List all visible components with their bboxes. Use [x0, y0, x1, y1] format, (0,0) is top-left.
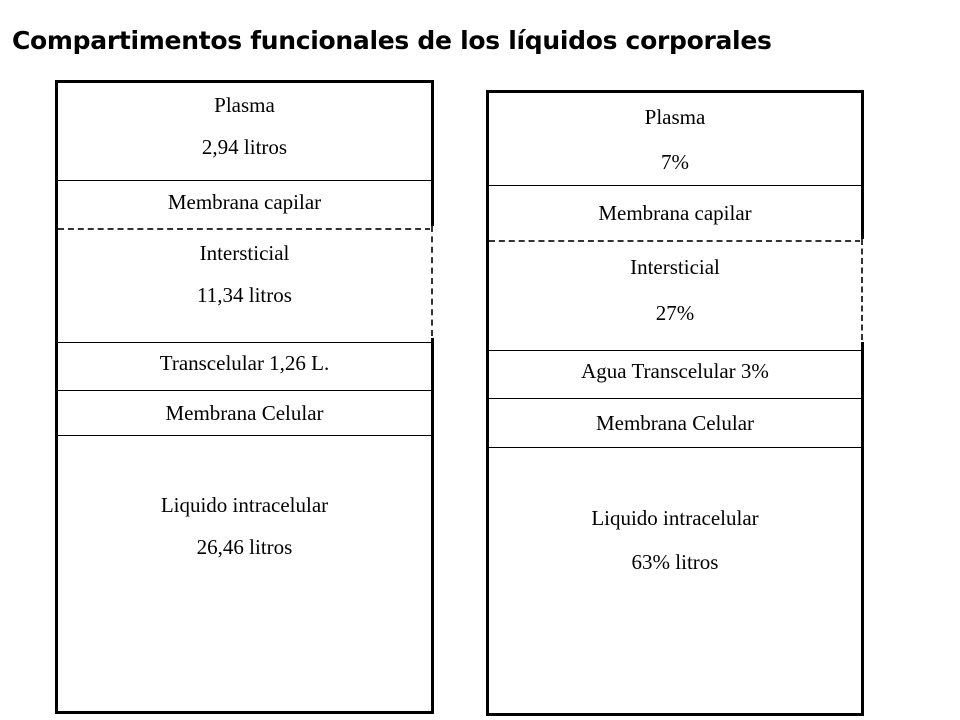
cell-membrane-divider — [58, 435, 431, 436]
membrana-capilar-cell — [58, 190, 431, 215]
intersticial-label: Intersticial — [630, 255, 720, 279]
plasma-cell — [58, 93, 431, 160]
percentage-compartments-column — [486, 90, 864, 716]
membrana-celular-cell — [58, 401, 431, 426]
transcelular-divider — [58, 390, 431, 391]
intersticial-value: 27% — [655, 301, 695, 325]
plasma-label: Plasma — [644, 105, 706, 129]
transcelular-cell — [58, 351, 431, 376]
intersticial-divider — [489, 350, 861, 351]
transcelular-divider — [489, 398, 861, 399]
intersticial-cell — [58, 241, 431, 308]
intracelular-label: Liquido intracelular — [591, 506, 759, 530]
membrana-celular-cell — [489, 411, 861, 436]
transcelular-label: Transcelular 1,26 L. — [159, 351, 330, 375]
membrana-capilar-label: Membrana capilar — [167, 190, 322, 214]
membrana-capilar-cell — [489, 201, 861, 226]
intracelular-cell — [58, 493, 431, 560]
left-interstitial-dashed-edge — [431, 226, 433, 336]
intracelular-label: Liquido intracelular — [160, 493, 329, 517]
plasma-value: 7% — [661, 150, 689, 174]
transcelular-label: Agua Transcelular 3% — [581, 359, 769, 383]
intersticial-divider — [58, 342, 431, 343]
capillary-membrane-dashed-line — [58, 228, 431, 230]
intracelular-value: 63% litros — [631, 550, 719, 574]
plasma-cell — [489, 105, 861, 175]
volume-compartments-column — [55, 80, 434, 714]
capillary-membrane-dashed-line — [489, 240, 861, 242]
right-interstitial-dashed-edge — [861, 239, 863, 340]
intersticial-label: Intersticial — [199, 241, 290, 265]
plasma-divider — [489, 185, 861, 186]
transcelular-cell — [489, 359, 861, 384]
page-title: Compartimentos funcionales de los líquidos corporales — [12, 26, 772, 55]
membrana-celular-label: Membrana Celular — [595, 411, 755, 435]
membrana-celular-label: Membrana Celular — [165, 401, 324, 425]
intracelular-cell — [489, 506, 861, 575]
plasma-divider — [58, 180, 431, 181]
intersticial-cell — [489, 255, 861, 326]
intersticial-value: 11,34 litros — [197, 283, 292, 307]
membrana-capilar-label: Membrana capilar — [598, 201, 752, 225]
plasma-label: Plasma — [214, 93, 275, 117]
cell-membrane-divider — [489, 447, 861, 448]
plasma-value: 2,94 litros — [201, 135, 288, 159]
intracelular-value: 26,46 litros — [196, 535, 293, 559]
